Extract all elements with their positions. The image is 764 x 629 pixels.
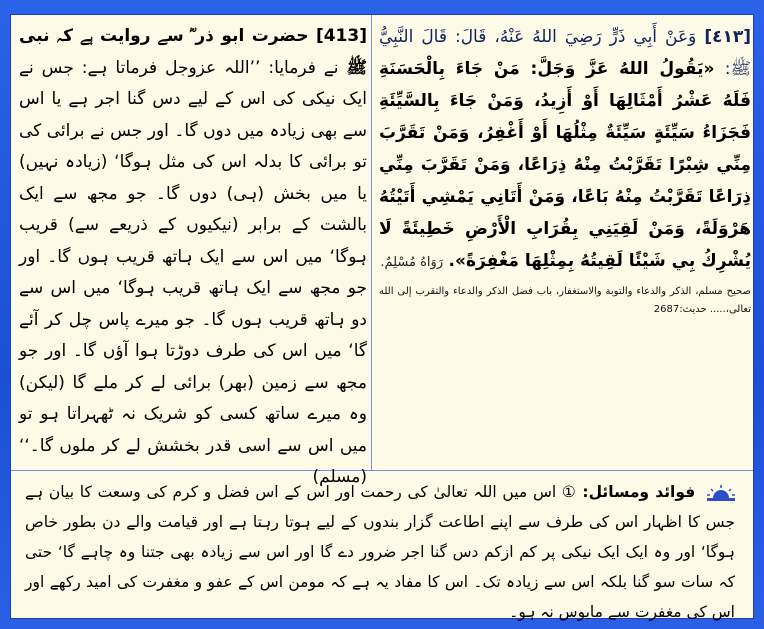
hadith-text: «يَقُولُ اللهُ عَزَّ وَجَلَّ: مَنْ جَاءَ بِالْحَسَنَةِ فَلَهُ عَشْرُ أَمْثَالِهَا أَوْ أَزِيدُ، وَمَنْ جَاءَ بِالسَّيِّئَةِ فَجَزَاءُ سَيِّئَةٍ سَيِّئَةٌ مِثْلُهَا أَوْ أَغْفِرُ، وَمَنْ تَقَرَّبَ مِنِّي شِبْرًا تَقَرَّبْتُ مِنْهُ ذِرَاعًا، وَمَنْ تَقَرَّبَ مِنِّي ذِرَاعًا تَقَرَّبْتُ مِنْهُ بَاعًا، وَمَنْ أَتَانِي يَمْشِي أَتَيْتُهُ هَرْوَلَةً، وَمَنْ لَقِيَنِي بِقُرَابِ الْأَرْضِ خَطِيئَةً لَا يُشْرِكُ بِي شَيْئًا لَقِيتُهُ بِمِثْلِهَا مَغْفِرَةً».: [379, 59, 751, 271]
content-panel: [10, 14, 754, 619]
arabic-hadith-column: [379, 21, 751, 319]
sunrise-icon: [707, 485, 735, 501]
urdu-translation-column: [19, 21, 367, 494]
benefits-heading: فوائد ومسائل:: [582, 483, 696, 501]
column-divider: [371, 15, 372, 470]
benefits-section: [25, 477, 735, 627]
hadith-intro: وَعَنْ أَبِي ذَرٍّ رَضِيَ اللهُ عَنْهُ، قَالَ: قَالَ النَّبِيُّ ﷺ:: [379, 27, 752, 79]
urdu-citation: [413] حضرت ابو ذر ؓ سے روایت ہے کہ نبی ﷺ: [19, 26, 368, 78]
hadith-number: [٤١٣]: [704, 27, 752, 47]
urdu-translation: نے فرمایا: ’’اللہ عزوجل فرماتا ہے: جس نے ایک نیکی کی اس کے لیے دس گنا اجر ہے یا اس سے بھی زیادہ میں دوں گا۔ اور جس نے برائی کی تو برائی کا بدلہ اس کی مثل ہوگا‘ (زیادہ نہیں) یا میں بخش (ہی) دوں گا۔ جو مجھ سے ایک بالشت کے برابر (نیکیوں کے ذریعے سے) قریب ہوگا‘ میں اس سے ایک ہاتھ قریب ہوں گا۔ اور جو مجھ سے ایک ہاتھ قریب ہوگا‘ میں اس سے دو ہاتھ قریب ہوں گا۔ جو میرے پاس چل کر آئے گا‘ میں اس کی طرف دوڑتا ہوا آؤں گا۔ اور جو مجھ سے زمین (بھر) برائی لے کر ملے گا (لیکن) وہ میرے ساتھ کسی کو شریک نہ ٹھہراتا ہو تو میں اس سے اسی قدر بخشش لے کر ملوں گا۔‘‘ (مسلم): [19, 57, 367, 487]
hadith-source: صحیح مسلم، الذکر والدعاء والتوبة والاستغفار، باب فضل الذکر والدعاء والتقرب إلى الله تعالى،..... حدیث:2687: [379, 286, 751, 315]
hadith-narrator: رَوَاهُ مُسْلِمٌ.: [380, 255, 444, 270]
benefits-text: ① اس میں اللہ تعالیٰ کی رحمت اور اس کے اس فضل و کرم کی وسعت کا بیان ہے جس کا اظہار اس کی طرف سے اپنے اطاعت گزار بندوں کے لیے ہوتا رہتا ہے اور قیامت والے دن بطور خاص ہوگا‘ اور وہ ایک ایک نیکی پر کم ازکم دس گنا اجر ضرور دے گا اور اس سے زیادہ بھی جتنا وہ چاہے گا‘ حتی کہ سات سو گنا بلکہ اس سے زیادہ تک۔ اس کا مفاد یہ ہے کہ مومن اس کے عفو و مغفرت کی امید رکھے اور اس کی مغفرت سے مایوس نہ ہو۔: [25, 483, 735, 621]
